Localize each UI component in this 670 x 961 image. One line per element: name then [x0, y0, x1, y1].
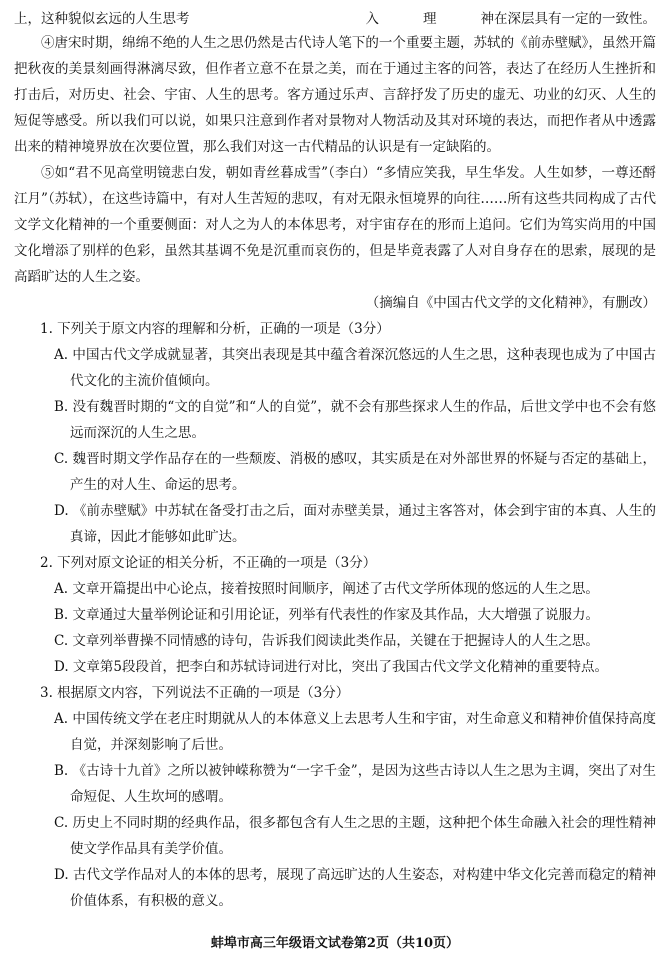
option-b[interactable]: B. 文章通过大量举例论证和引用论证，列举有代表性的作家及其作品，大大增强了说服力。: [54, 607, 600, 623]
option-d[interactable]: D. 《前赤壁赋》中苏轼在备受打击之后，面对赤壁美景，通过主客答对，体会到宇宙的本真、人生的真谛，因此才能够如此旷达。: [54, 503, 656, 545]
question-stem: 2. 下列对原文论证的相关分析，不正确的一项是（3分）: [40, 555, 377, 571]
question-stem: 1. 下列关于原文内容的理解和分析，正确的一项是（3分）: [40, 321, 390, 337]
option-d[interactable]: D. 古代文学作品对人的本体的思考，展现了高远旷达的人生姿态，对构建中华文化完善而稳定的精神价值体系，有积极的意义。: [54, 867, 656, 909]
option-d[interactable]: D. 文章第5段段首，把李白和苏轼诗词进行对比，突出了我国古代文学文化精神的重要特点。: [54, 659, 609, 675]
option-a[interactable]: A. 中国古代文学成就显著，其突出表现是其中蕴含着深沉悠远的人生之思，这种表现也成为了中国古代文化的主流价值倾向。: [54, 347, 656, 389]
option-c[interactable]: C. 历史上不同时期的经典作品，很多都包含有人生之思的主题，这种把个体生命融入社会的理性精神使文学作品具有美学价值。: [54, 815, 656, 857]
option-a[interactable]: A. 文章开篇提出中心论点，接着按照时间顺序，阐述了古代文学所体现的悠远的人生之思。: [54, 581, 599, 597]
paragraph-5: ⑤如“君不见高堂明镜悲白发，朝如青丝暮成雪”（李白）“多情应笑我，早生华发。人生如梦，一尊还酹江月”（苏轼），在这些诗篇中，有对人生苦短的悲叹，有对无限永恒境界的向往……所有这些共同构成了古代文学文化精神的一个重要侧面：对人之为人的本体思考，对宇宙存在的形而上追问。它们为笃实尚用的中国文化增添了别样的色彩，虽然其基调不免是沉重而哀伤的，但是毕竟表露了人对自身存在的思索，展现的是高蹈旷达的人生之姿。: [14, 165, 656, 285]
continued-line-mid2: 理: [423, 11, 437, 27]
question-3: [14, 680, 656, 914]
continued-line-mid1: 入: [365, 11, 379, 27]
option-b[interactable]: B. 没有魏晋时期的“文的自觉”和“人的自觉”，就不会有那些探求人生的作品，后世文学中也不会有悠远而深沉的人生之思。: [54, 399, 656, 441]
source-citation: （摘编自《中国古代文学的文化精神》，有删改）: [365, 295, 656, 311]
page-footer: 蚌埠市高三年级语文试卷第2页（共10页）: [210, 936, 460, 951]
question-1: [14, 316, 656, 550]
question-stem: 3. 根据原文内容，下列说法不正确的一项是（3分）: [40, 685, 350, 701]
option-c[interactable]: C. 魏晋时期文学作品存在的一些颓废、消极的感叹，其实质是在对外部世界的怀疑与否定的基础上，产生的对人生、命运的思考。: [54, 451, 656, 493]
option-a[interactable]: A. 中国传统文学在老庄时期就从人的本体意义上去思考人生和宇宙，对生命意义和精神价值保持高度自觉，并深刻影响了后世。: [54, 711, 656, 753]
question-2: [14, 550, 656, 680]
continued-line-left: 上，这种貌似玄远的人生思考: [14, 11, 190, 27]
option-b[interactable]: B. 《古诗十九首》之所以被钟嵘称赞为“一字千金”，是因为这些古诗以人生之思为主调，突出了对生命短促、人生坎坷的感喟。: [54, 763, 656, 805]
continued-line: [14, 8, 656, 30]
paragraph-4: ④唐宋时期，绵绵不绝的人生之思仍然是古代诗人笔下的一个重要主题，苏轼的《前赤壁赋》，虽然开篇把秋夜的美景刻画得淋漓尽致，但作者立意不在景之美，而在于通过主客的问答，表达了在经历人生挫折和打击后，对历史、社会、宇宙、人生的思考。客方通过乐声、言辞抒发了历史的虚无、功业的幻灭、人生的短促等感受。所以我们可以说，如果只注意到作者对景物对人物活动及其对环境的表达，而把作者从中透露出来的精神境界放在次要位置，那么我们对这一古代精品的认识是有一定缺陷的。: [14, 35, 656, 155]
option-c[interactable]: C. 文章列举曹操不同情感的诗句，告诉我们阅读此类作品，关键在于把握诗人的人生之思。: [54, 633, 599, 649]
continued-line-right: 神在深层具有一定的一致性。: [480, 11, 656, 27]
